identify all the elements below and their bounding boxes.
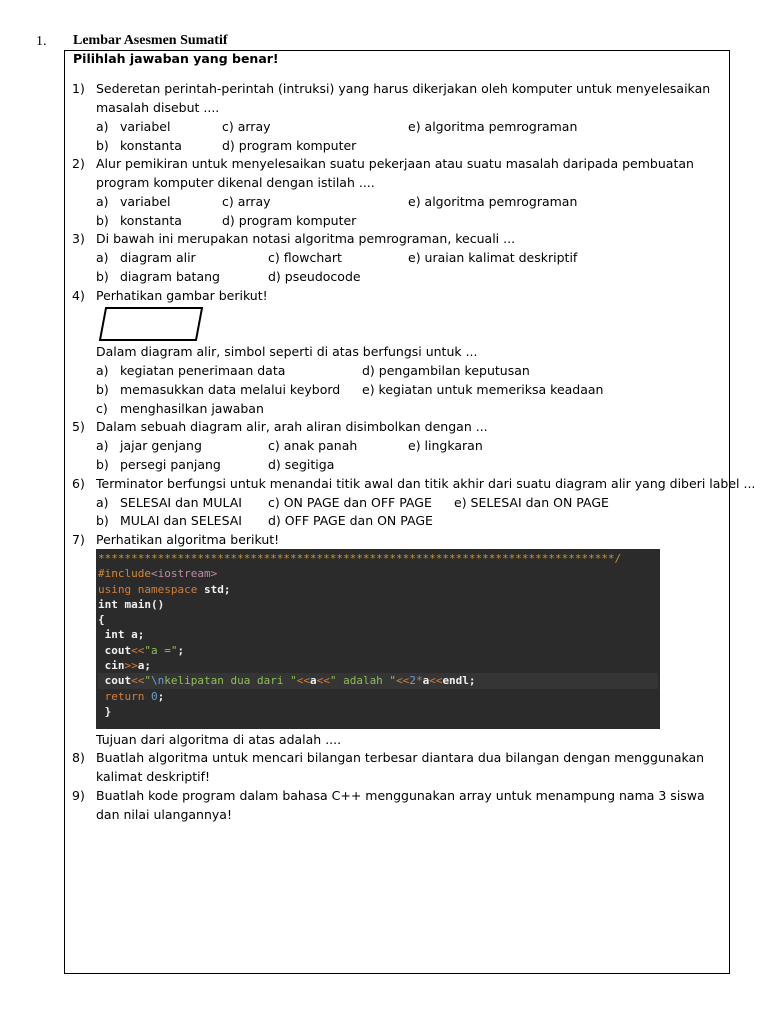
code-token: return	[98, 689, 145, 703]
option-label: b)	[96, 269, 109, 284]
code-token: <<	[131, 674, 145, 688]
code-token: int main()	[98, 597, 165, 611]
code-token: #include	[98, 567, 151, 581]
code-token: "	[144, 674, 151, 688]
option-b: konstanta	[120, 138, 182, 153]
parallelogram-icon	[98, 306, 206, 342]
code-token: >>	[124, 659, 138, 673]
code-token: 0	[144, 689, 158, 703]
code-line	[98, 597, 658, 612]
code-token: a;	[137, 659, 151, 673]
code-line	[98, 658, 658, 673]
question-number: 3)	[72, 231, 85, 246]
code-token: <<	[396, 674, 410, 688]
code-line	[98, 566, 658, 581]
option-e: e) algoritma pemrograman	[408, 194, 578, 209]
option-a: kegiatan penerimaan data	[120, 363, 286, 378]
option-b: diagram batang	[120, 269, 220, 284]
option-e: e) uraian kalimat deskriptif	[408, 250, 578, 265]
code-token: ;	[157, 689, 165, 703]
code-token: }	[98, 704, 112, 718]
option-label: c)	[96, 401, 108, 416]
code-token: <<	[316, 674, 330, 688]
option-label: a)	[96, 250, 109, 265]
code-token: {	[98, 613, 105, 627]
code-token: cin	[98, 659, 125, 673]
option-d: d) program komputer	[222, 213, 357, 228]
code-token: a	[309, 674, 317, 688]
option-c: menghasilkan jawaban	[120, 401, 264, 416]
code-token: ******************************************************************************/	[98, 552, 622, 565]
question-text: Sederetan perintah-perintah (intruksi) yang harus dikerjakan oleh komputer untuk menyelesaikan masalah disebut ....	[96, 81, 711, 115]
question-number: 4)	[72, 288, 85, 303]
option-label: b)	[96, 513, 109, 528]
question-text: Terminator berfungsi untuk menandai titik awal dan titik akhir dari suatu diagram alir yang diberi label ...	[96, 476, 756, 491]
option-label: b)	[96, 213, 109, 228]
code-line	[98, 704, 658, 719]
option-c: c) array	[222, 119, 271, 134]
option-d: d) segitiga	[268, 457, 335, 472]
option-d: d) OFF PAGE dan ON PAGE	[268, 513, 433, 528]
code-token: <<	[296, 674, 310, 688]
section-number: 1.	[36, 34, 47, 49]
question-number: 5)	[72, 419, 85, 434]
code-token: cout	[98, 643, 132, 657]
code-token: 2	[409, 674, 416, 688]
option-a: variabel	[120, 119, 171, 134]
code-token: \n	[151, 674, 165, 688]
option-c: c) array	[222, 194, 271, 209]
option-d: d) pengambilan keputusan	[362, 363, 530, 378]
option-e: e) lingkaran	[408, 438, 483, 453]
option-a: jajar genjang	[120, 438, 202, 453]
question-number: 2)	[72, 156, 85, 171]
option-c: c) anak panah	[268, 438, 358, 453]
option-b: konstanta	[120, 213, 182, 228]
option-e: e) SELESAI dan ON PAGE	[454, 495, 609, 510]
code-token: <<	[429, 674, 443, 688]
code-token: *	[415, 674, 423, 688]
code-token: using namespace	[98, 582, 198, 596]
code-token: "a ="	[144, 643, 178, 657]
code-line	[98, 627, 658, 642]
instruction: Pilihlah jawaban yang benar!	[73, 51, 279, 66]
question-text: Alur pemikiran untuk menyelesaikan suatu pekerjaan atau suatu masalah daripada pembuatan program komputer dikenal dengan istilah ....	[96, 156, 694, 190]
option-d: d) pseudocode	[268, 269, 361, 284]
option-a: variabel	[120, 194, 171, 209]
option-c: c) flowchart	[268, 250, 342, 265]
option-a: SELESAI dan MULAI	[120, 495, 242, 510]
code-token: int a;	[98, 628, 145, 642]
option-label: a)	[96, 194, 109, 209]
option-d: d) program komputer	[222, 138, 357, 153]
code-block	[96, 549, 660, 729]
question-text: Perhatikan algoritma berikut!	[96, 532, 280, 547]
option-label: a)	[96, 438, 109, 453]
option-label: a)	[96, 495, 109, 510]
question-text: Buatlah algoritma untuk mencari bilangan terbesar diantara dua bilangan dengan menggunakan kalimat deskriptif!	[96, 750, 705, 784]
code-token: ;	[177, 643, 185, 657]
question-number: 8)	[72, 750, 85, 765]
question-text: Dalam sebuah diagram alir, arah aliran disimbolkan dengan ...	[96, 419, 488, 434]
code-token: <iostream>	[150, 567, 218, 581]
question-number: 9)	[72, 788, 85, 803]
code-line	[98, 612, 658, 627]
code-token: cout	[98, 674, 132, 688]
option-label: a)	[96, 119, 109, 134]
question-text-2: Tujuan dari algoritma di atas adalah ....	[96, 732, 342, 747]
option-b: memasukkan data melalui keybord	[120, 382, 341, 397]
option-b: persegi panjang	[120, 457, 221, 472]
option-a: diagram alir	[120, 250, 196, 265]
code-token: std;	[197, 582, 231, 596]
question-number: 7)	[72, 532, 85, 547]
code-token: endl;	[442, 674, 476, 688]
question-number: 1)	[72, 81, 85, 96]
option-e: e) algoritma pemrograman	[408, 119, 578, 134]
code-line	[98, 582, 658, 597]
code-line	[98, 673, 658, 688]
code-line	[98, 551, 658, 566]
section-title: Lembar Asesmen Sumatif	[73, 33, 228, 48]
code-line	[98, 689, 658, 704]
code-token: kelipatan dua dari "	[164, 674, 297, 688]
option-label: a)	[96, 363, 109, 378]
question-text: Perhatikan gambar berikut!	[96, 288, 268, 303]
code-token: " adalah "	[329, 674, 397, 688]
option-e: e) kegiatan untuk memeriksa keadaan	[362, 382, 604, 397]
question-text-2: Dalam diagram alir, simbol seperti di atas berfungsi untuk ...	[96, 344, 478, 359]
option-label: b)	[96, 382, 109, 397]
option-label: b)	[96, 457, 109, 472]
code-line	[98, 643, 658, 658]
option-b: MULAI dan SELESAI	[120, 513, 242, 528]
option-c: c) ON PAGE dan OFF PAGE	[268, 495, 432, 510]
option-label: b)	[96, 138, 109, 153]
question-text: Di bawah ini merupakan notasi algoritma pemrograman, kecuali ...	[96, 231, 516, 246]
question-number: 6)	[72, 476, 85, 491]
code-token: a	[422, 674, 430, 688]
question-text: Buatlah kode program dalam bahasa C++ menggunakan array untuk menampung nama 3 siswa dan nilai ulangannya!	[96, 788, 705, 822]
code-token: <<	[131, 643, 145, 657]
